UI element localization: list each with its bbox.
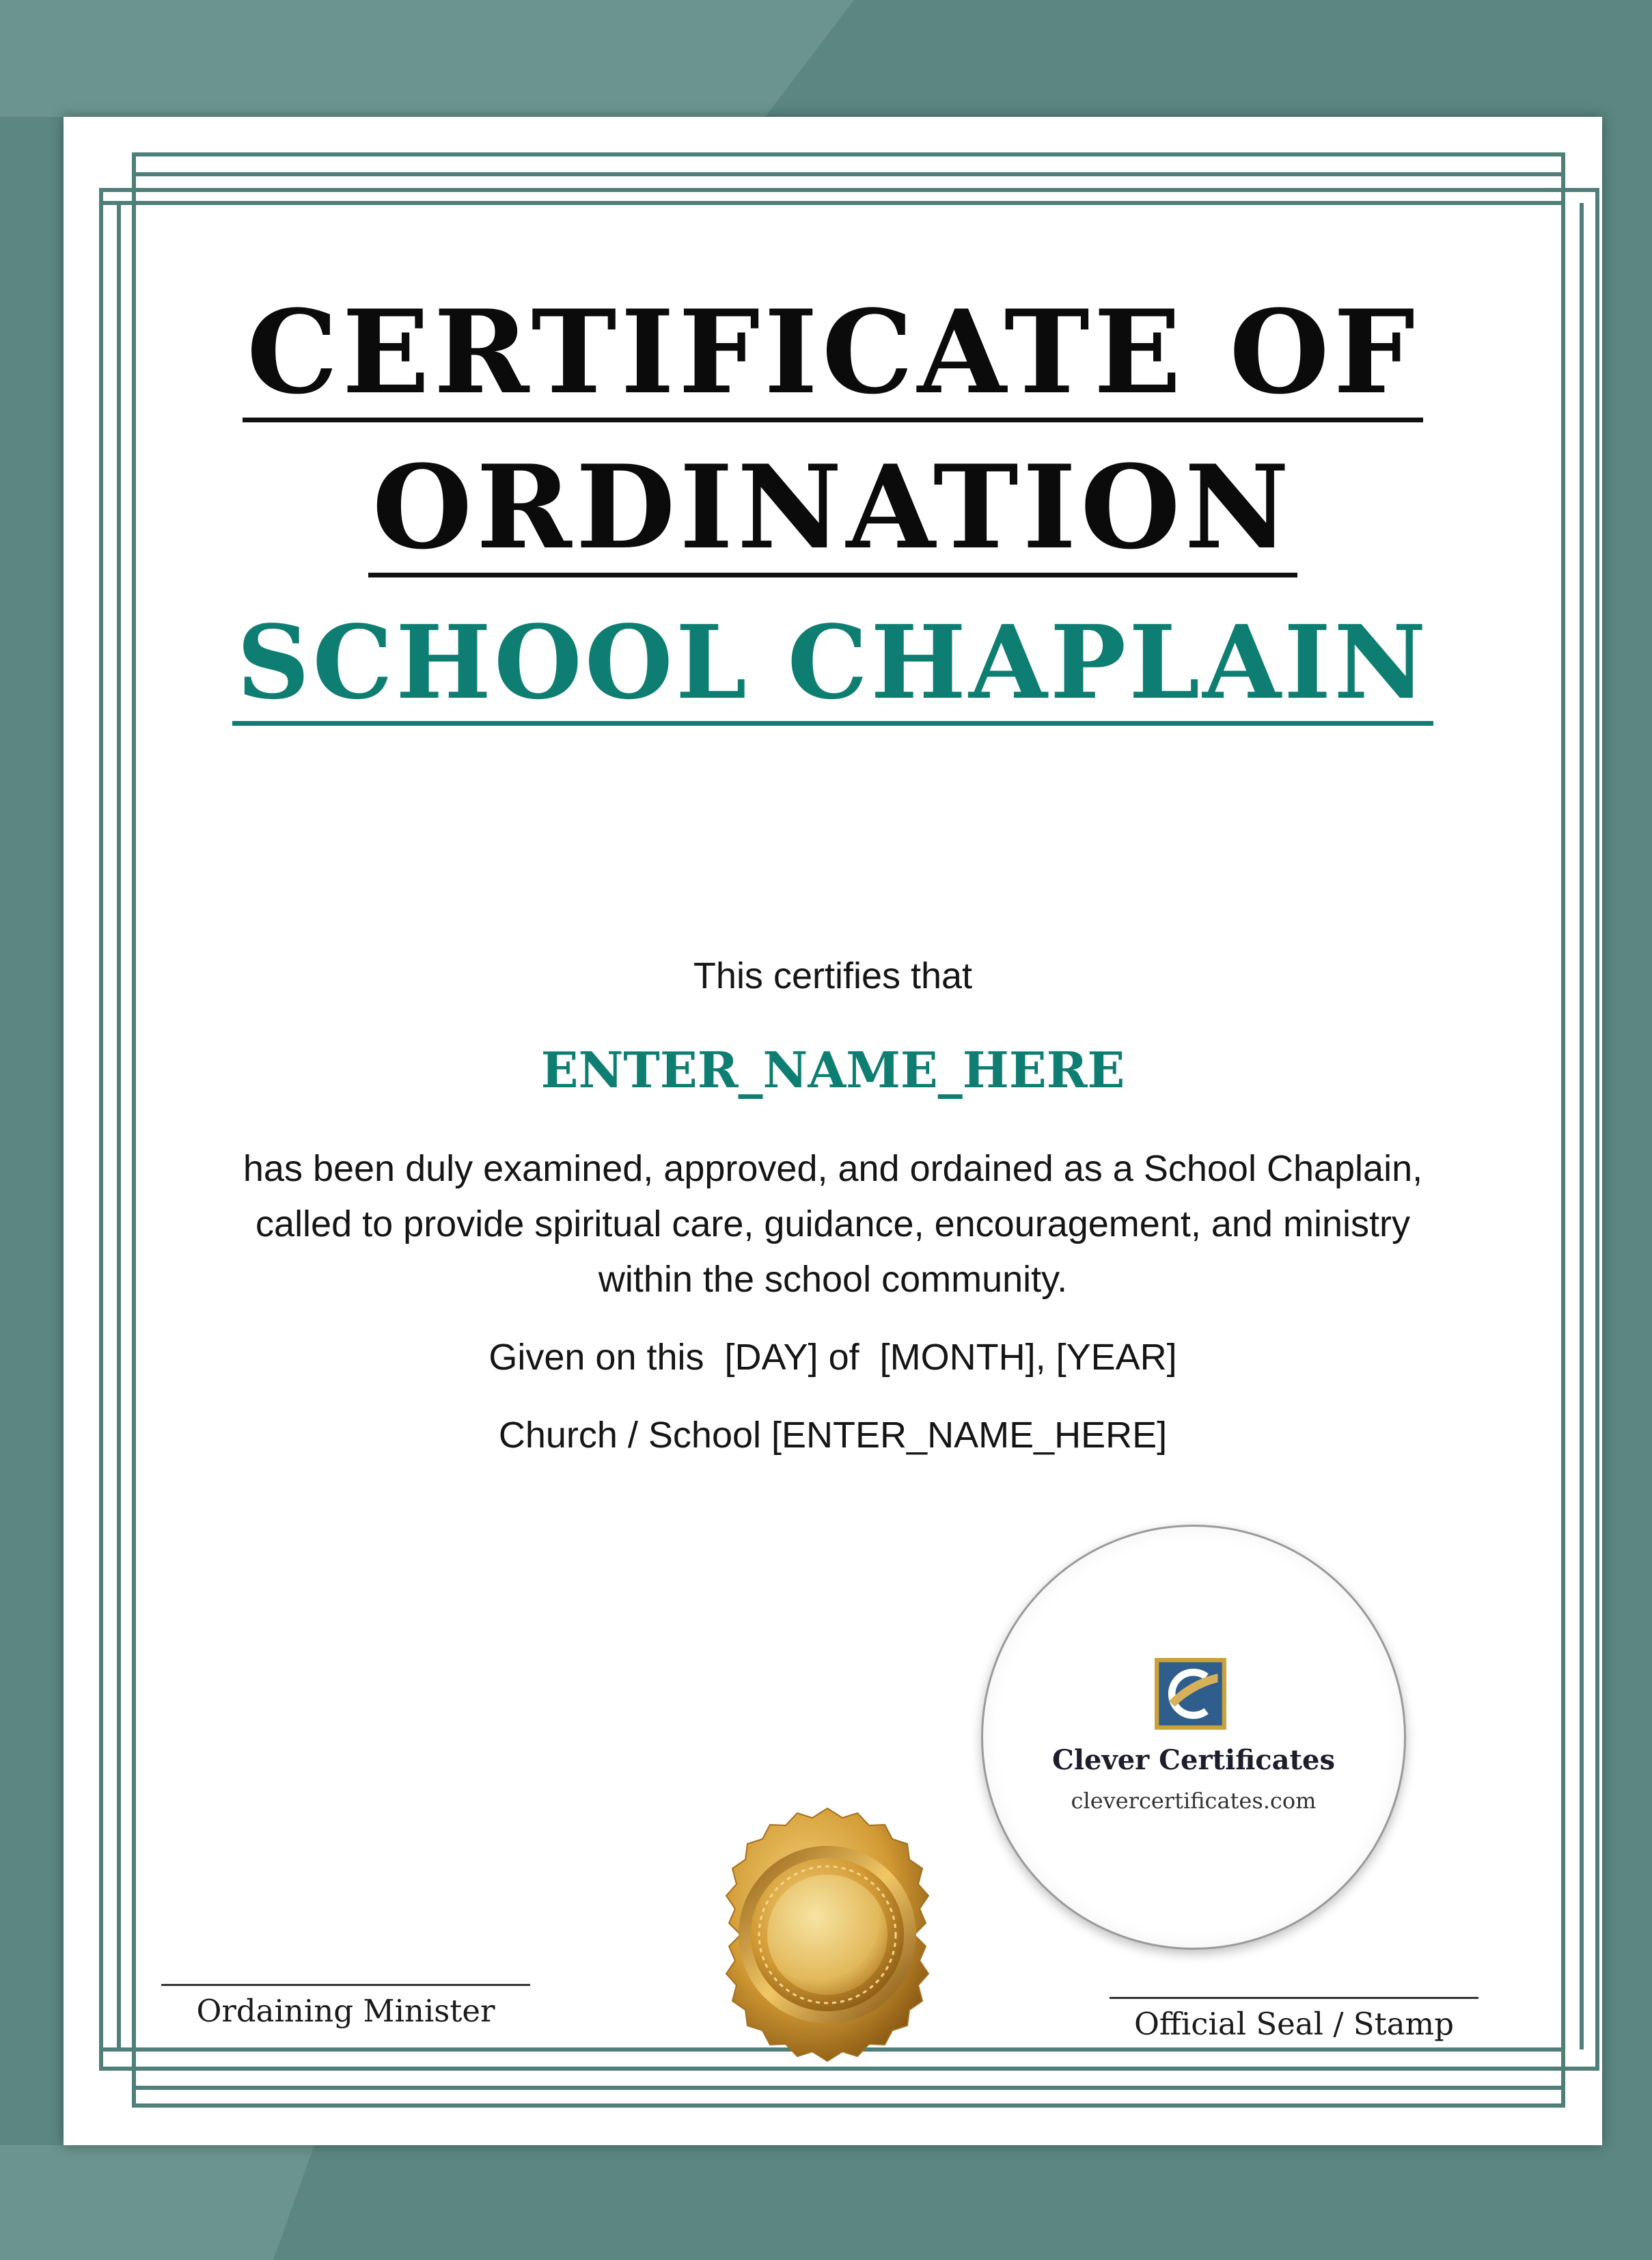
certificate-subtitle-text: SCHOOL CHAPLAIN (232, 612, 1433, 726)
given-date-text: Given on this [DAY] of [MONTH], [YEAR] (488, 1337, 1177, 1378)
brand-badge (981, 1525, 1406, 1950)
official-seal-signature (1110, 1997, 1478, 2042)
recipient-name: ENTER_NAME_HERE (540, 1041, 1125, 1099)
certificate-title-text-2: ORDINATION (368, 450, 1297, 577)
certificate-title-line-1 (64, 284, 1602, 422)
certificate-title-text-1: CERTIFICATE OF (243, 295, 1423, 422)
ordaining-minister-signature (161, 1984, 530, 2029)
statement-line-3: within the school community. (598, 1259, 1068, 1300)
statement-line-1: has been duly examined, approved, and ordained as a School Chaplain, (243, 1148, 1423, 1189)
church-school-text: Church / School [ENTER_NAME_HERE] (498, 1415, 1168, 1456)
ordaining-minister-label: Ordaining Minister (196, 1993, 495, 2029)
signature-line (1110, 1997, 1478, 1999)
clever-certificates-logo-icon (1155, 1658, 1226, 1730)
gold-seal-icon (698, 1805, 957, 2065)
certificate-paper (64, 117, 1602, 2145)
brand-url: clevercertificates.com (1071, 1788, 1317, 1814)
statement-line-2: called to provide spiritual care, guidance, encouragement, and ministry (256, 1203, 1410, 1244)
official-seal-label: Official Seal / Stamp (1133, 2006, 1455, 2042)
brand-name: Clever Certificates (1051, 1744, 1335, 1776)
certificate-title-line-2 (64, 439, 1602, 577)
signature-line (161, 1984, 530, 1986)
intro-text: This certifies that (693, 955, 973, 996)
certificate-subtitle (64, 603, 1602, 726)
